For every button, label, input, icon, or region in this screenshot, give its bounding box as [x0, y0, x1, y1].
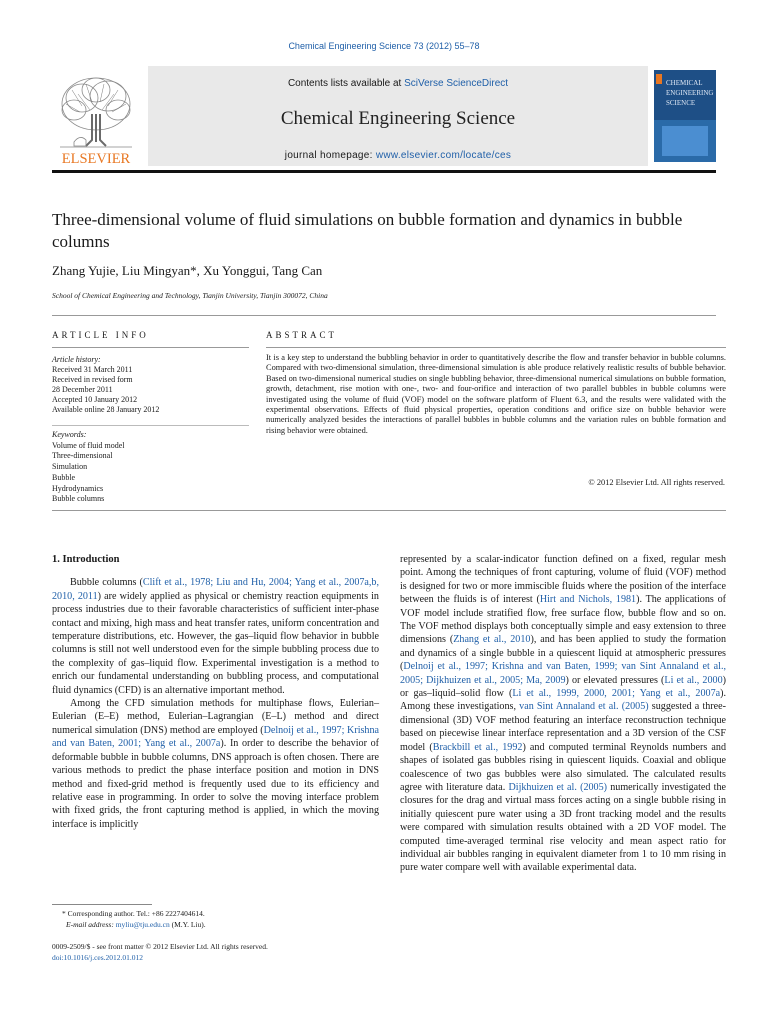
doi-link[interactable]: doi:10.1016/j.ces.2012.01.012	[52, 953, 144, 962]
keyword: Three-dimensional	[52, 451, 113, 461]
front-matter	[52, 941, 382, 963]
citation-link[interactable]: Clift et al., 1978; Liu and Hu, 2004; Yang et al., 2007a,b, 2010, 2011	[52, 577, 379, 602]
citation-link[interactable]: Li et al., 2000	[664, 674, 723, 686]
article-title: Three-dimensional volume of fluid simulations on bubble formation and dynamics in bubble columns	[52, 210, 683, 251]
author-list[interactable]: Zhang Yujie, Liu Mingyan*, Xu Yonggui, Tang Can	[52, 263, 323, 278]
citation-link[interactable]: Dijkhuizen et al. (2005)	[508, 781, 607, 793]
divider	[266, 347, 726, 348]
svg-text:ELSEVIER: ELSEVIER	[61, 151, 131, 166]
journal-cover-thumbnail[interactable]	[654, 70, 716, 162]
affiliation: School of Chemical Engineering and Technology, Tianjin University, Tianjin 300072, China	[52, 291, 328, 300]
footnote	[52, 909, 382, 930]
keyword: Bubble	[52, 472, 76, 482]
paragraph	[52, 576, 379, 697]
keyword: Bubble columns	[52, 494, 105, 504]
abstract-heading: ABSTRACT	[266, 330, 338, 340]
body-text: Bubble columns (	[70, 577, 143, 589]
journal-name: Chemical Engineering Science	[280, 108, 516, 129]
journal-band	[148, 66, 648, 166]
body-text: ) and computed terminal Reynolds numbers and shapes of isolated gas bubbles rising in quiescent liquids. Coaxial and oblique coalescence of two gas bubbles were also simulated. The calculated results agree with literature data.	[400, 741, 727, 793]
body-text: ) or gas–liquid–solid flow (	[400, 674, 726, 700]
email-suffix: (M.Y. Liu).	[169, 919, 206, 929]
body-column-left	[52, 553, 379, 831]
corresponding-author-note: * Corresponding author. Tel.: +86 2227404614.	[62, 909, 205, 918]
homepage-line	[148, 150, 648, 161]
body-text: ) are widely applied as physical or chemistry reaction equipments in process industries due to their favorable characteristics of sufficient inter-phase contact and mixing, high mass and heat transfer rates, uniform concentration and temperature distributions, etc. However, the gas–liquid flow behavior in bubble columns is still not well understood even for the simple bubbling process due to the complexity of gas–liquid flow. Experimental investigation is a method to enrich our fundamental understanding on bubbling process, and computational fluid dynamics (CFD) is an alternative important method.	[52, 590, 379, 696]
divider	[52, 315, 716, 316]
body-text: numerically investigated the closures for the drag and virtual mass forces acting on a single bubble rising in initially quiescent pure water using a 3D front tracking model and the results were compared with simulation results obtained with a 2D VOF model. The computed time-averaged terminal rise velocity and mean aspect ratio for individual air bubbles ranging in equivalent diameter from 1 to 10 mm rising in pure water compare well with available experimental data.	[400, 781, 726, 874]
body-text: suggested a three-dimensional (3D) VOF method featuring an interface reconstruction technique based on piecewise linear interface representation and a 3D version of the CSF model (	[400, 701, 726, 753]
body-text: Among the CFD simulation methods for multiphase flows, Eulerian–Eulerian (E–E) method, Eulerian–Lagrangian (E–L) method and direct numerical simulation (DNS) method are employed (	[52, 698, 379, 736]
cover-image	[662, 126, 708, 156]
header-rule	[52, 170, 716, 173]
paragraph	[52, 697, 379, 831]
divider	[52, 510, 726, 511]
divider	[52, 425, 249, 426]
article-history	[52, 355, 252, 415]
history-line: Received 31 March 2011	[52, 365, 133, 374]
elsevier-logo[interactable]	[52, 70, 140, 166]
keywords-label: Keywords:	[52, 430, 87, 439]
keyword: Hydrodynamics	[52, 483, 104, 493]
contents-prefix: Contents lists available at	[287, 78, 405, 89]
contents-line	[148, 78, 648, 89]
elsevier-tree-icon	[52, 70, 140, 166]
keyword: Simulation	[52, 462, 88, 472]
citation-link[interactable]: Brackbill et al., 1992	[432, 741, 523, 753]
issn-line: 0009-2509/$ - see front matter © 2012 Elsevier Ltd. All rights reserved.	[52, 942, 268, 951]
paragraph	[400, 553, 726, 875]
body-text: ). Among these investigations,	[400, 688, 726, 713]
keyword: Volume of fluid model	[52, 440, 125, 450]
body-text: represented by a scalar-indicator function defined on a fixed, regular mesh point. Among the techniques of front capturing, volume of fluid (VOF) method is designed for two or more immiscible fluids where the position of the interface between the fluids is of interest (	[400, 554, 726, 606]
body-text: ). In order to describe the behavior of deformable bubble in bubble columns, DNS approach is often chosen. There are various methods to predict the phase interface position and motion in DNS method and fixed-grid method is frequently used due to its efficiency and relative ease in programming. In order to solve the moving interface problem with fixed grids, the front capturing method is applied, in which the moving interface is implicitly	[52, 738, 379, 830]
body-text: ). The applications of VOF model include stratified flow, free surface flow, bubble flow and so on. The VOF method displays both conceptually simple and easy extension to three dimensions (	[400, 594, 726, 646]
homepage-prefix: journal homepage:	[284, 150, 376, 161]
email-link[interactable]: myliu@tju.edu.cn	[115, 919, 170, 929]
section-heading-introduction: 1. Introduction	[52, 554, 120, 565]
footnote-rule	[52, 904, 152, 905]
citation-link[interactable]: Zhang et al., 2010	[453, 634, 531, 646]
body-column-right	[400, 553, 726, 875]
history-line: Available online 28 January 2012	[52, 405, 160, 414]
keywords	[52, 430, 252, 505]
abstract-text: It is a key step to understand the bubbling behavior in order to quantitatively describe the flow and transfer behavior in bubble columns. Compared with two-dimensional simulation, three-dimensional simulation is able produce relatively realistic results of bubble behavior. Based on two-dimensional numerical studies on single bubbling behavior, three-dimensional numerical simulations on bubble formation, growth, detachment, rise motion with one-, two- and four-orifice and interaction of two parallel bubbles in bubble columns were investigated using the volume of fluid (VOF) model on the software platform of Fluent 6.3, and the results were validated with the experimental observations. Effects of fluid physical properties, operation conditions and orifice size on bubble behavior were numerically analyzed besides the interactions of parallel bubbles in bubble columns and the variation rules on bubble formation and rising behavior were obtained.	[266, 353, 726, 435]
cover-title: CHEMICAL ENGINEERING SCIENCE	[666, 79, 714, 107]
article-info-heading: ARTICLE INFO	[52, 330, 149, 340]
citation-link[interactable]: Li et al., 1999, 2000, 2001; Yang et al., 2007a	[512, 688, 721, 700]
history-line: 28 December 2011	[52, 385, 113, 394]
cover-elsevier-mark	[656, 74, 662, 84]
journal-citation[interactable]: Chemical Engineering Science 73 (2012) 55–78	[288, 41, 480, 51]
journal-masthead	[52, 66, 716, 166]
history-line: Accepted 10 January 2012	[52, 395, 138, 404]
history-line: Received in revised form	[52, 375, 133, 384]
body-text: ), and has been applied to study the formation and dynamics of a single bubble in a quiescent liquid at atmospheric pressures (	[400, 634, 726, 673]
citation-link[interactable]: van Sint Annaland et al. (2005)	[519, 701, 649, 713]
journal-homepage-link[interactable]: www.elsevier.com/locate/ces	[375, 150, 512, 161]
abstract-copyright: © 2012 Elsevier Ltd. All rights reserved.	[588, 478, 725, 487]
email-label: E-mail address:	[66, 919, 116, 929]
divider	[52, 347, 249, 348]
body-text: ) or elevated pressures (	[565, 674, 665, 686]
sciencedirect-link[interactable]: SciVerse ScienceDirect	[404, 78, 509, 89]
citation-link[interactable]: Delnoij et al., 1997; Krishna and van Baten, 2001; Yang et al., 2007a	[52, 724, 380, 750]
citation-link[interactable]: Delnoij et al., 1997; Krishna and van Baten, 1999; van Sint Annaland et al., 2005; Dijkhuizen et al., 2005; Ma, 2009	[400, 661, 726, 686]
citation-link[interactable]: Hirt and Nichols, 1981	[539, 594, 637, 606]
history-label: Article history:	[52, 355, 101, 364]
